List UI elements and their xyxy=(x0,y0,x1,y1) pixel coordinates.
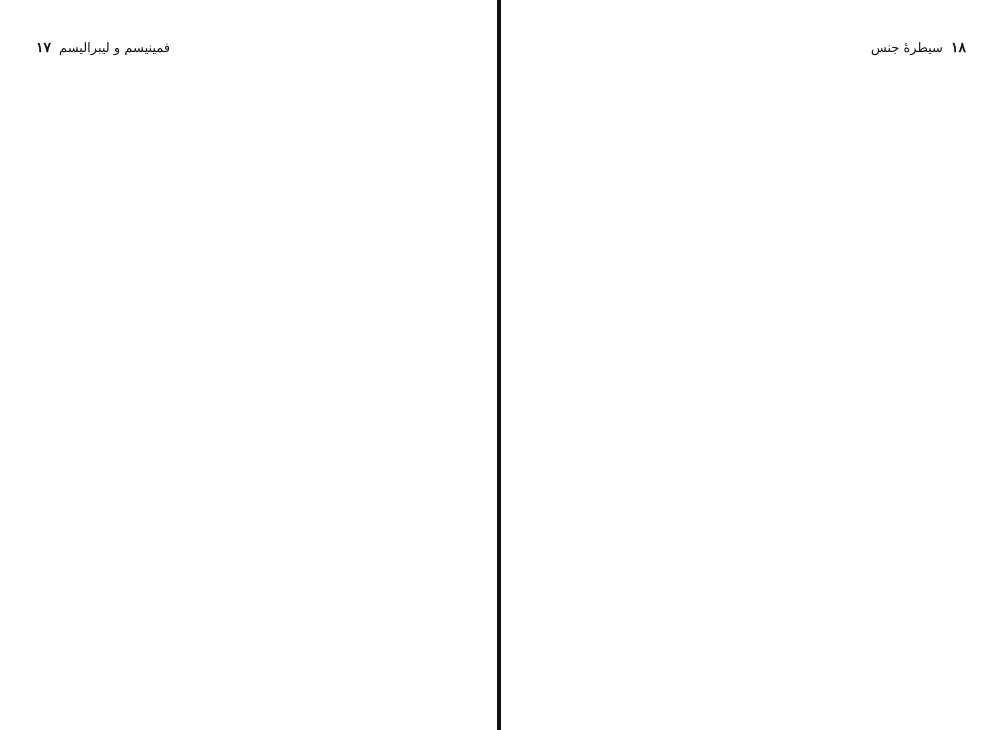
left-running-title: فمینیسم و لیبرالیسم xyxy=(59,41,171,56)
left-page xyxy=(0,0,497,730)
right-page-number: ۱۸ xyxy=(950,40,966,56)
right-page xyxy=(501,0,1002,730)
right-running-title: سیطرهٔ جنس xyxy=(870,41,943,56)
left-page-number: ۱۷ xyxy=(36,40,52,56)
right-running-head xyxy=(871,40,966,56)
left-running-head xyxy=(36,40,170,56)
